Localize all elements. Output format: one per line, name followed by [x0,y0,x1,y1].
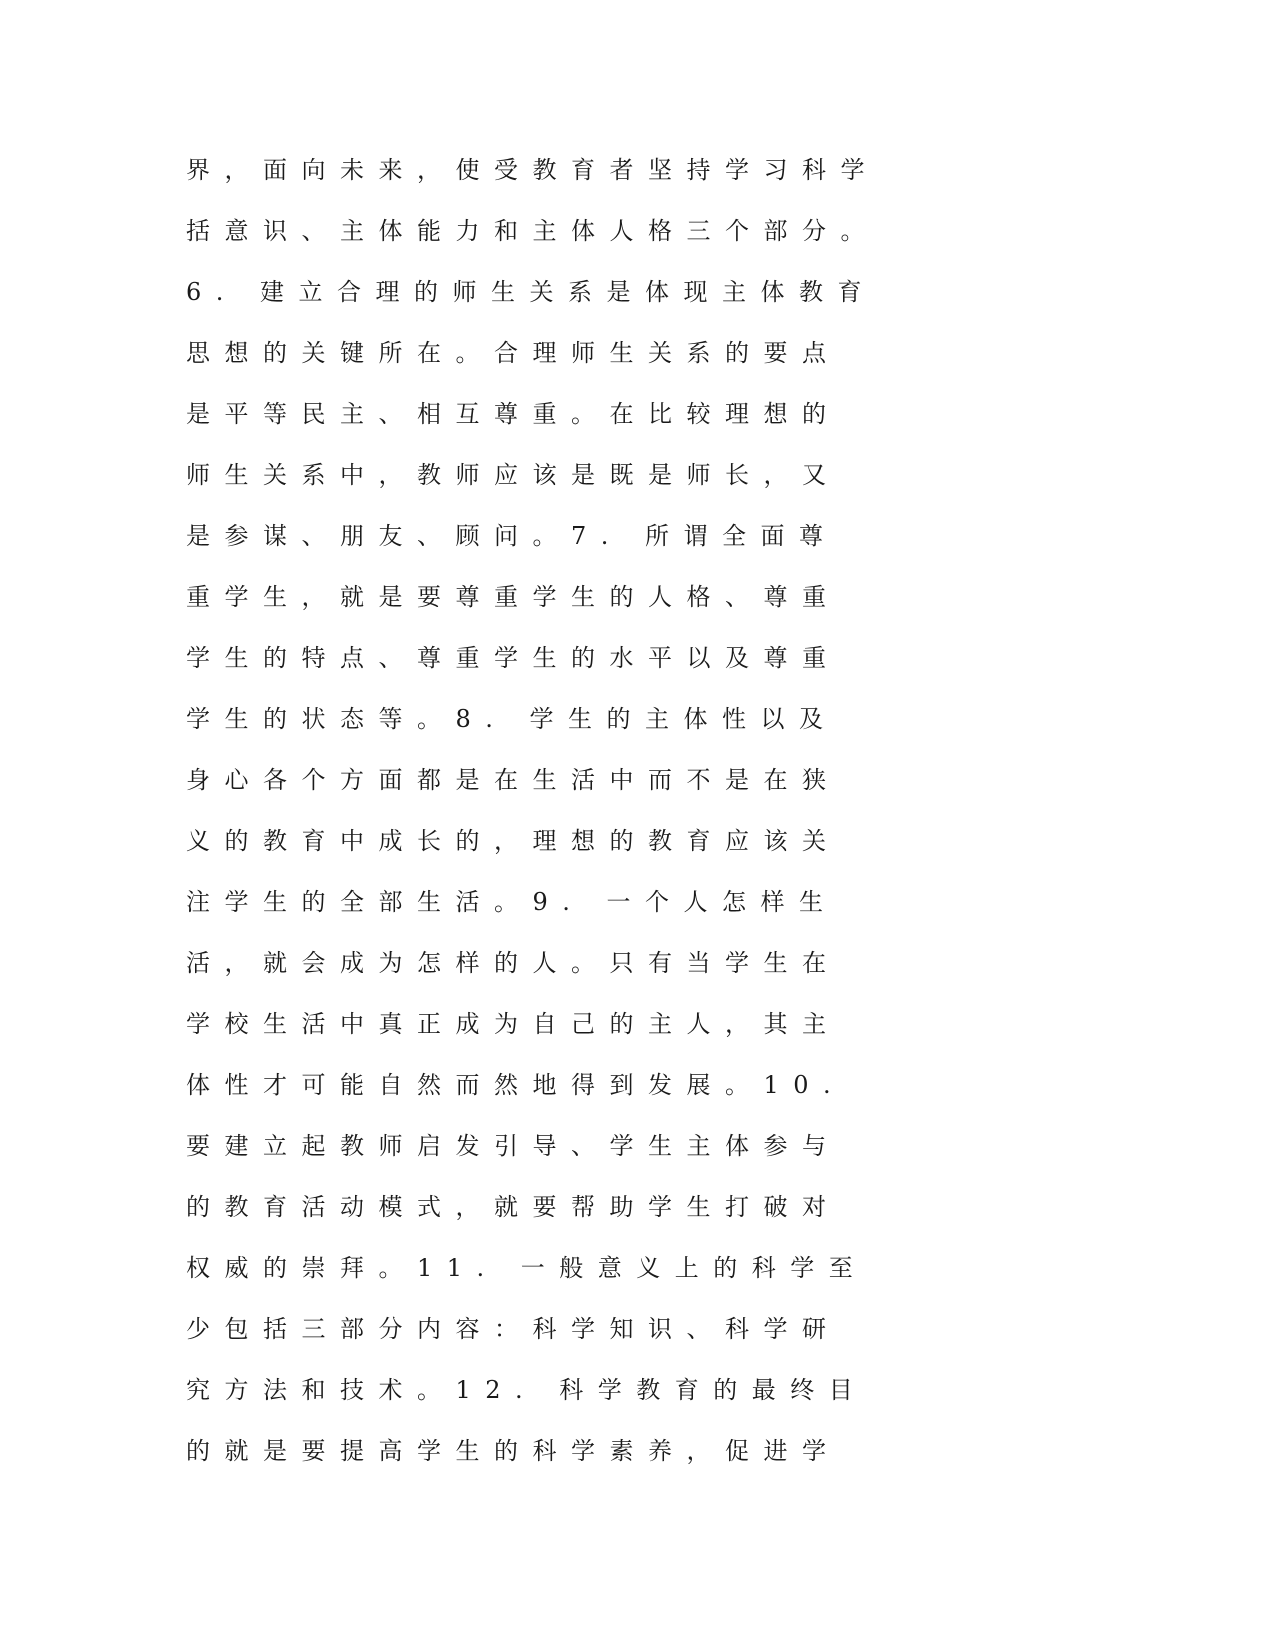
text-line: 是平等民主、相互尊重。在比较理想的 [186,400,841,428]
text-line: 括意识、主体能力和主体人格三个部分。 [186,217,879,245]
text-line: 是参谋、朋友、顾问。7. 所谓全面尊 [186,522,838,550]
text-line: 究方法和技术。12. 科学教育的最终目 [186,1376,868,1404]
text-line: 权威的崇拜。11. 一般意义上的科学至 [186,1254,868,1282]
text-line: 学生的状态等。8. 学生的主体性以及 [186,705,838,733]
text-line: 的就是要提高学生的科学素养，促进学 [186,1437,841,1465]
text-line: 活，就会成为怎样的人。只有当学生在 [186,949,841,977]
text-line: 注学生的全部生活。9. 一个人怎样生 [186,888,838,916]
body-text [186,140,879,1482]
text-line: 界，面向未来，使受教育者坚持学习科学 [186,156,879,184]
text-line: 身心各个方面都是在生活中而不是在狭 [186,766,841,794]
text-line: 的教育活动模式，就要帮助学生打破对 [186,1193,841,1221]
text-line: 重学生，就是要尊重学生的人格、尊重 [186,583,841,611]
text-line: 体性才可能自然而然地得到发展。10. [186,1071,846,1099]
text-line: 少包括三部分内容：科学知识、科学研 [186,1315,841,1343]
text-line: 6. 建立合理的师生关系是体现主体教育 [186,278,877,306]
text-line: 思想的关键所在。合理师生关系的要点 [186,339,841,367]
text-line: 义的教育中成长的，理想的教育应该关 [186,827,841,855]
text-line: 要建立起教师启发引导、学生主体参与 [186,1132,841,1160]
text-line: 学校生活中真正成为自己的主人，其主 [186,1010,841,1038]
text-line: 师生关系中，教师应该是既是师长，又 [186,461,841,489]
text-line: 学生的特点、尊重学生的水平以及尊重 [186,644,841,672]
